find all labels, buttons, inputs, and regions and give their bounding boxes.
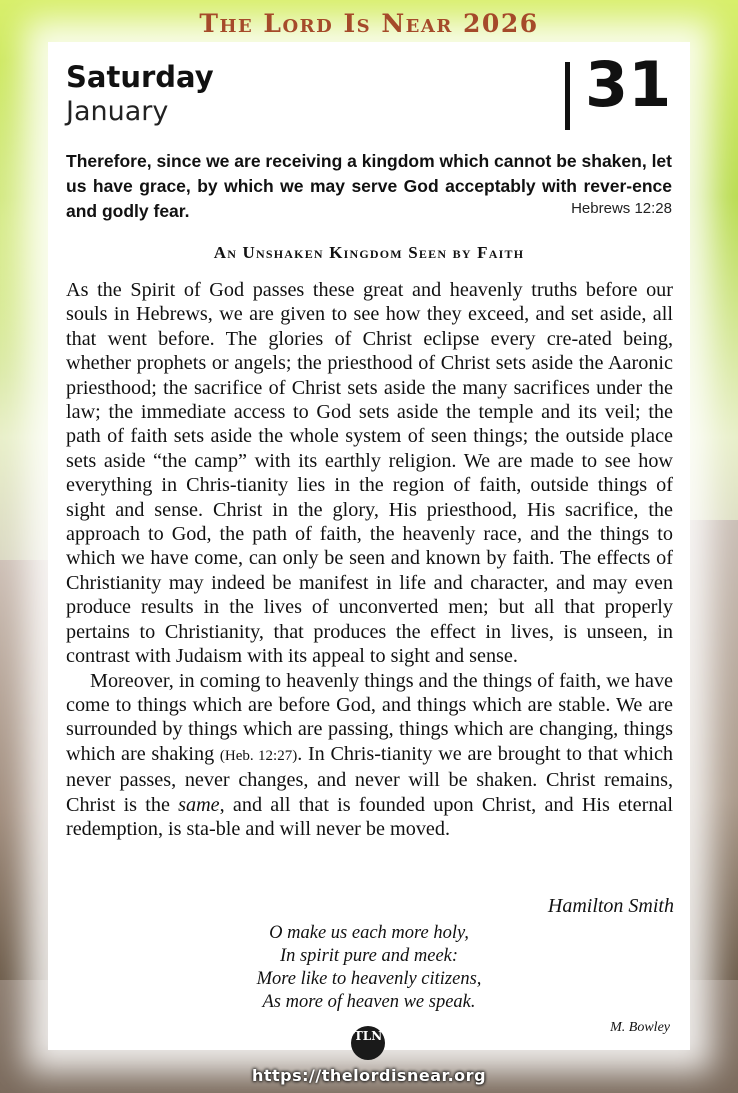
paragraph-2-part-2: . In Chris-tianity we are brought to that which never passes, never changes, and never will be shaken. Christ remains, Christ is the	[66, 742, 674, 816]
poem-line: O make us each more holy,	[269, 923, 469, 943]
article-title: An Unshaken Kingdom Seen by Faith	[213, 243, 525, 262]
article-body	[66, 278, 673, 841]
weekday: Saturday	[66, 60, 214, 94]
emphasis-word: same	[178, 793, 220, 816]
logo-text: TLN	[353, 1029, 383, 1043]
date-divider	[565, 62, 570, 130]
day-number: 31	[585, 48, 672, 121]
month: January	[66, 96, 169, 127]
paragraph-2-part-3: , and all that is founded upon Christ, and His eternal redemption, is sta-ble and will never be moved.	[66, 793, 673, 840]
website-link[interactable]: https://thelordisnear.org	[251, 1066, 487, 1085]
poem	[0, 922, 738, 1014]
calendar-title: The Lord Is Near 2026	[199, 9, 539, 38]
article-author: Hamilton Smith	[547, 895, 674, 917]
inline-reference: (Heb. 12:27)	[219, 747, 298, 764]
article-paragraph-1: As the Spirit of God passes these great and heavenly truths before our souls in Hebrews, we are given to see how they exceed, and set aside, all that went before. The glories of Christ eclipse every cre-ated being, whether prophets or angels; the priesthood of Christ sets aside the Aaronic priesthood; the sacrifice of Christ sets aside the many sacrifices under the law; the immediate access to God sets aside the temple and its veil; the path of faith sets aside the whole system of seen things; the outside place sets aside “the camp” with its earthly religion. We are made to see how everything in Chris-tianity lies in the region of faith, outside things of sight and sense. Christ in the glory, His priesthood, His sacrifice, the approach to God, the path of faith, the heavenly race, and the things to which we have come, can only be seen and known by faith. The effects of Christianity may indeed be manifest in life and character, and may even produce results in the lives of unconverted men; but all that properly pertains to Christianity, that produces the effect in lives, is unseen, in contrast with Judaism with its appeal to sight and sense.	[66, 279, 673, 668]
tln-logo-icon	[351, 1026, 385, 1060]
article-paragraph-2	[66, 669, 673, 842]
poem-line: As more of heaven we speak.	[262, 992, 476, 1012]
scripture-verse: Therefore, since we are receiving a kingdom which cannot be shaken, let us have grace, by which we may serve God acceptably with rever-ence and godly fear.	[66, 151, 672, 221]
paragraph-2-part-1: Moreover, in coming to heavenly things and the things of faith, we have come to things which are before God, and things which are stable. We are surrounded by things which are passing, things which are changing, things which are shaking	[66, 669, 673, 765]
poem-line: More like to heavenly citizens,	[256, 969, 482, 989]
poem-line: In spirit pure and meek:	[279, 946, 459, 966]
scripture-reference: Hebrews 12:28	[571, 200, 672, 217]
poem-author: M. Bowley	[610, 1020, 670, 1035]
